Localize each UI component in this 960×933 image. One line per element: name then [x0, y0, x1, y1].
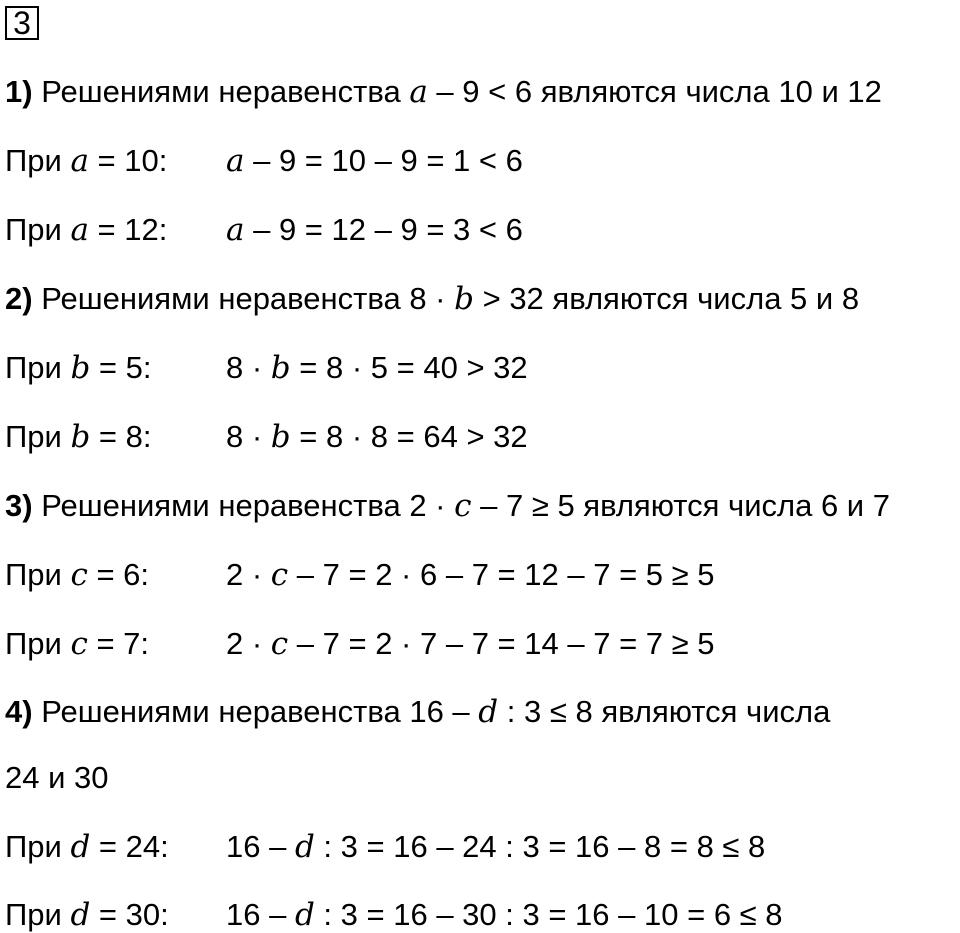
- check-condition-value: = 10:: [88, 143, 168, 178]
- item-4-check-1: [5, 829, 765, 865]
- check-condition: [5, 143, 226, 179]
- check-condition: [5, 350, 226, 386]
- check-condition-prefix: При: [5, 143, 71, 178]
- check-computation: [226, 350, 528, 386]
- item-4-number: 4): [5, 694, 33, 729]
- item-4-statement-after: : 3 ≤ 8 являются числа: [498, 694, 831, 729]
- item-3-statement-after: – 7 ≥ 5 являются числа 6 и 7: [471, 488, 890, 523]
- item-2-number: 2): [5, 281, 33, 316]
- check-computation-result: – 9 = 12 – 9 = 3 < 6: [244, 212, 523, 247]
- check-computation: [226, 897, 783, 933]
- check-condition-variable: b: [70, 419, 91, 455]
- item-4-statement: [5, 694, 830, 730]
- task-number-box: 3: [5, 6, 39, 40]
- check-condition-prefix: При: [5, 350, 71, 385]
- check-computation-variable: a: [226, 212, 245, 248]
- check-condition-value: = 6:: [87, 557, 150, 592]
- check-computation-prefix: 2 ·: [226, 557, 271, 592]
- check-condition-variable: b: [70, 350, 91, 386]
- check-computation: [226, 143, 523, 179]
- check-computation-variable: c: [270, 626, 289, 662]
- check-condition: [5, 897, 226, 933]
- check-computation-result: : 3 = 16 – 24 : 3 = 16 – 8 = 8 ≤ 8: [314, 829, 766, 864]
- item-2-check-1: [5, 350, 528, 386]
- check-computation: [226, 557, 715, 593]
- check-computation-result: – 7 = 2 · 6 – 7 = 12 – 7 = 5 ≥ 5: [288, 557, 715, 592]
- check-computation-variable: a: [226, 143, 245, 179]
- item-3-check-2: [5, 626, 715, 662]
- check-condition: [5, 212, 226, 248]
- item-1-statement: [5, 74, 882, 110]
- check-computation-result: = 8 · 8 = 64 > 32: [290, 419, 528, 454]
- check-computation-variable: b: [270, 350, 291, 386]
- check-condition-value: = 7:: [87, 626, 150, 661]
- check-condition-prefix: При: [5, 897, 71, 932]
- check-condition: [5, 829, 226, 865]
- item-4-statement-variable: d: [478, 694, 499, 730]
- check-computation-variable: d: [294, 897, 315, 933]
- check-condition-prefix: При: [5, 419, 71, 454]
- check-condition-value: = 8:: [90, 419, 152, 454]
- check-condition: [5, 626, 226, 662]
- check-computation-variable: d: [294, 829, 315, 865]
- check-computation-prefix: 8 ·: [226, 419, 271, 454]
- item-4-statement-before: Решениями неравенства 16 –: [41, 694, 479, 729]
- check-condition-value: = 30:: [90, 897, 169, 932]
- check-computation: [226, 419, 528, 455]
- check-computation-prefix: 2 ·: [226, 626, 271, 661]
- item-1-statement-before: Решениями неравенства: [41, 74, 410, 109]
- check-condition-variable: a: [70, 212, 89, 248]
- item-2-statement: [5, 281, 859, 317]
- check-condition-value: = 24:: [90, 829, 169, 864]
- item-1-check-1: [5, 143, 523, 179]
- check-computation-variable: b: [270, 419, 291, 455]
- check-computation-result: – 9 = 10 – 9 = 1 < 6: [244, 143, 523, 178]
- check-condition-variable: a: [70, 143, 89, 179]
- check-computation-variable: c: [270, 557, 289, 593]
- check-condition-prefix: При: [5, 557, 71, 592]
- item-3-number: 3): [5, 488, 33, 523]
- item-3-statement: [5, 488, 890, 524]
- check-computation-result: : 3 = 16 – 30 : 3 = 16 – 10 = 6 ≤ 8: [314, 897, 783, 932]
- check-condition: [5, 419, 226, 455]
- item-4-check-2: [5, 897, 783, 933]
- check-condition-value: = 12:: [88, 212, 168, 247]
- check-condition-variable: c: [70, 557, 88, 593]
- item-4-statement-continuation: 24 и 30: [5, 760, 109, 795]
- item-1-number: 1): [5, 74, 33, 109]
- check-condition-variable: c: [70, 626, 88, 662]
- check-condition-prefix: При: [5, 212, 71, 247]
- check-computation: [226, 626, 715, 662]
- check-computation: [226, 212, 523, 248]
- check-condition-variable: d: [70, 829, 91, 865]
- item-3-statement-before: Решениями неравенства 2 ·: [41, 488, 455, 523]
- check-computation: [226, 829, 765, 865]
- item-1-statement-variable: a: [409, 74, 428, 110]
- check-condition-value: = 5:: [90, 350, 152, 385]
- item-2-statement-variable: b: [454, 281, 474, 317]
- check-computation-prefix: 16 –: [226, 897, 295, 932]
- check-condition: [5, 557, 226, 593]
- check-computation-prefix: 8 ·: [226, 350, 271, 385]
- item-2-statement-before: Решениями неравенства 8 ·: [41, 281, 455, 316]
- item-1-statement-after: – 9 < 6 являются числа 10 и 12: [427, 74, 882, 109]
- item-2-statement-after: > 32 являются числа 5 и 8: [473, 281, 860, 316]
- check-computation-result: = 8 · 5 = 40 > 32: [290, 350, 528, 385]
- check-condition-prefix: При: [5, 626, 71, 661]
- check-computation-result: – 7 = 2 · 7 – 7 = 14 – 7 = 7 ≥ 5: [288, 626, 715, 661]
- check-condition-prefix: При: [5, 829, 71, 864]
- item-2-check-2: [5, 419, 528, 455]
- item-3-statement-variable: c: [454, 488, 472, 524]
- item-1-check-2: [5, 212, 523, 248]
- item-3-check-1: [5, 557, 715, 593]
- check-condition-variable: d: [70, 897, 91, 933]
- check-computation-prefix: 16 –: [226, 829, 295, 864]
